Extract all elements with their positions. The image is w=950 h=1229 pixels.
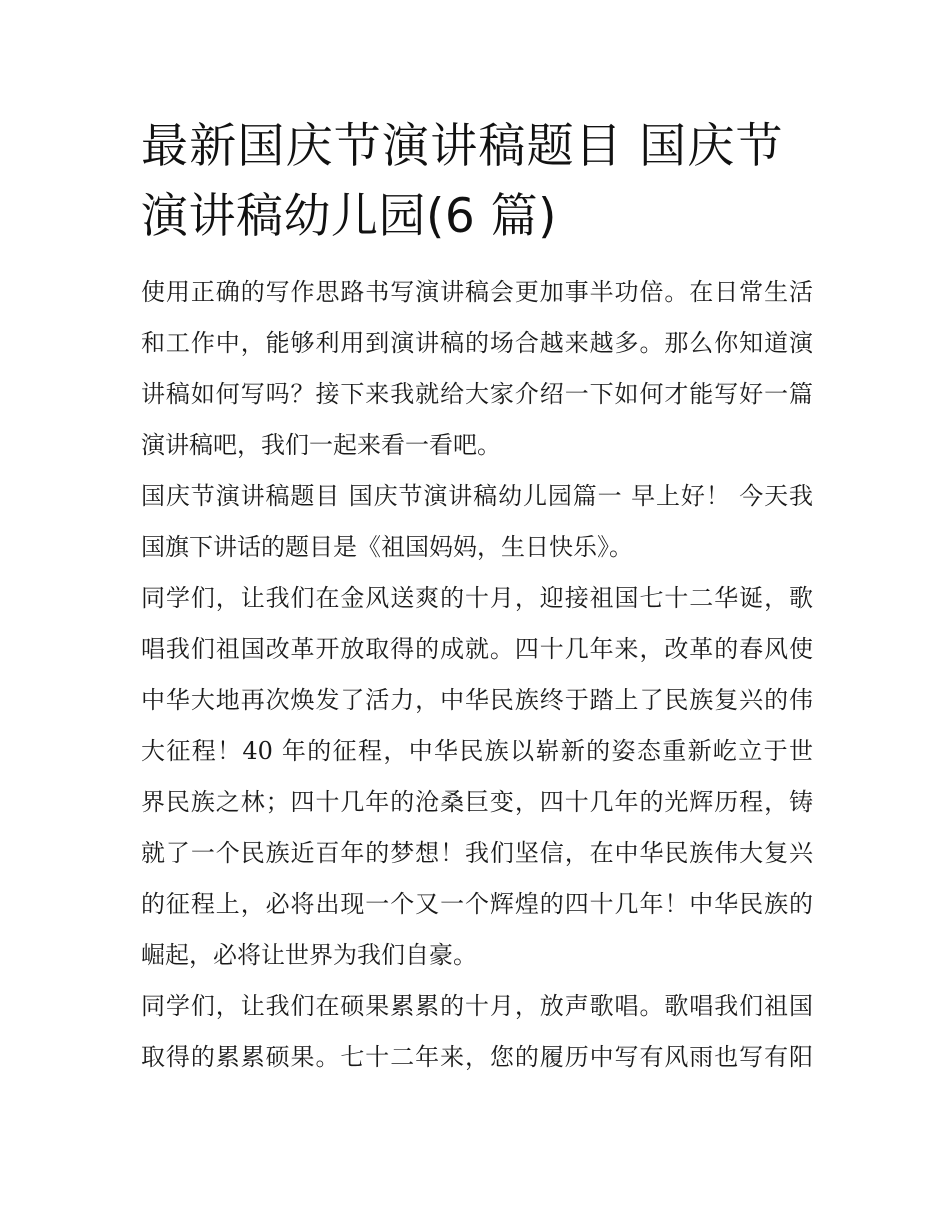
- text-line: 国旗下讲话的题目是《祖国妈妈，生日快乐》。: [141, 533, 633, 561]
- title-line-2: 演讲稿幼儿园(6 篇): [141, 189, 558, 244]
- text-line: 唱我们祖国改革开放取得的成就。四十几年来，改革的春风使: [141, 635, 813, 663]
- text-line: 演讲稿吧，我们一起来看一看吧。: [141, 431, 501, 459]
- document-content: [141, 112, 813, 1083]
- text-line: 同学们，让我们在硕果累累的十月，放声歌唱。歌唱我们祖国: [141, 992, 813, 1020]
- text-line: 就了一个民族近百年的梦想！我们坚信，在中华民族伟大复兴: [141, 839, 813, 867]
- document-body: [141, 267, 813, 1083]
- text-line: 讲稿如何写吗？接下来我就给大家介绍一下如何才能写好一篇: [141, 380, 813, 408]
- paragraph-harvest: [141, 981, 813, 1083]
- text-line: 取得的累累硕果。七十二年来，您的履历中写有风雨也写有阳: [141, 1043, 813, 1071]
- document-title: [141, 112, 813, 252]
- text-line: 崛起，必将让世界为我们自豪。: [141, 941, 477, 969]
- paragraph-intro: [141, 267, 813, 471]
- text-line: 同学们，让我们在金风送爽的十月，迎接祖国七十二华诞，歌: [141, 584, 813, 612]
- paragraph-section-one-opening: [141, 471, 813, 573]
- paragraph-reform-achievements: [141, 573, 813, 981]
- title-line-1: 最新国庆节演讲稿题目 国庆节: [141, 119, 784, 174]
- text-line: 界民族之林；四十几年的沧桑巨变，四十几年的光辉历程，铸: [141, 788, 813, 816]
- text-line: 使用正确的写作思路书写演讲稿会更加事半功倍。在日常生活: [141, 278, 813, 306]
- text-line: 和工作中，能够利用到演讲稿的场合越来越多。那么你知道演: [141, 329, 813, 357]
- text-line: 的征程上，必将出现一个又一个辉煌的四十几年！中华民族的: [141, 890, 813, 918]
- text-line: 中华大地再次焕发了活力，中华民族终于踏上了民族复兴的伟: [141, 686, 813, 714]
- text-line: 大征程！40 年的征程，中华民族以崭新的姿态重新屹立于世: [141, 737, 813, 765]
- text-line: 国庆节演讲稿题目 国庆节演讲稿幼儿园篇一 早上好！ 今天我: [141, 482, 813, 510]
